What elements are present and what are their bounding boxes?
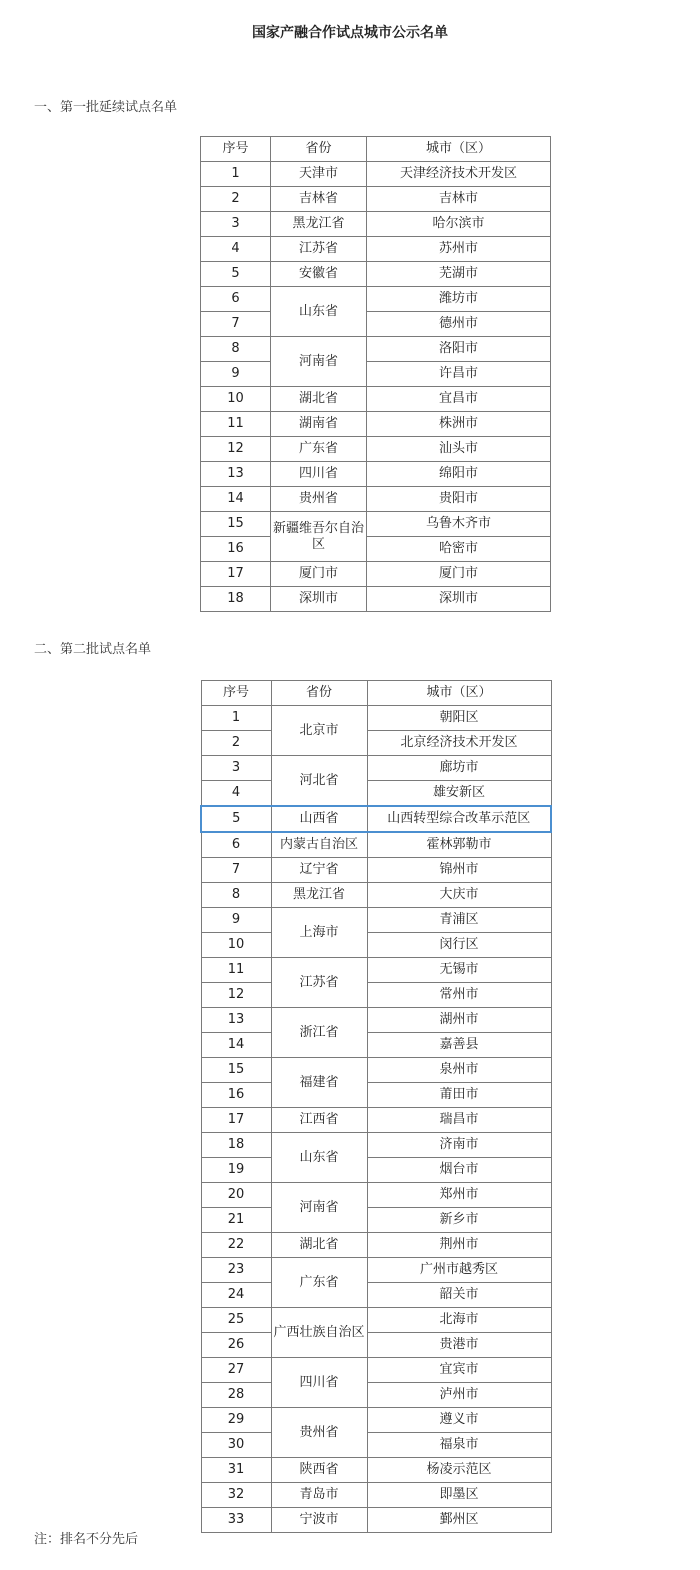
cell-no: 1 <box>201 162 271 187</box>
cell-province: 河南省 <box>271 337 367 387</box>
cell-city: 无锡市 <box>367 958 551 983</box>
cell-no: 22 <box>201 1233 271 1258</box>
header-city: 城市（区） <box>367 681 551 706</box>
cell-no: 1 <box>201 706 271 731</box>
cell-province: 河南省 <box>271 1183 367 1233</box>
cell-city: 汕头市 <box>367 437 551 462</box>
table-row <box>201 1133 551 1158</box>
cell-province: 陕西省 <box>271 1458 367 1483</box>
cell-province: 上海市 <box>271 908 367 958</box>
cell-city: 深圳市 <box>367 587 551 612</box>
table-row <box>201 337 551 362</box>
table-row <box>201 1108 551 1133</box>
cell-no: 13 <box>201 1008 271 1033</box>
table-row <box>201 756 551 781</box>
cell-province: 四川省 <box>271 462 367 487</box>
table-row <box>201 858 551 883</box>
table-row <box>201 1008 551 1033</box>
cell-province: 福建省 <box>271 1058 367 1108</box>
cell-no: 31 <box>201 1458 271 1483</box>
cell-province: 河北省 <box>271 756 367 807</box>
cell-no: 24 <box>201 1283 271 1308</box>
cell-province: 山东省 <box>271 1133 367 1183</box>
table-row <box>201 437 551 462</box>
cell-no: 19 <box>201 1158 271 1183</box>
cell-no: 27 <box>201 1358 271 1383</box>
table-row <box>201 1208 551 1233</box>
cell-province: 贵州省 <box>271 1408 367 1458</box>
cell-city: 洛阳市 <box>367 337 551 362</box>
cell-province: 湖北省 <box>271 387 367 412</box>
cell-no: 16 <box>201 1083 271 1108</box>
cell-city: 常州市 <box>367 983 551 1008</box>
batch2-table-body <box>201 706 551 1533</box>
cell-city: 天津经济技术开发区 <box>367 162 551 187</box>
table-row <box>201 1408 551 1433</box>
table-row <box>201 1283 551 1308</box>
cell-no: 12 <box>201 983 271 1008</box>
table-row <box>201 587 551 612</box>
cell-no: 9 <box>201 362 271 387</box>
cell-city: 济南市 <box>367 1133 551 1158</box>
cell-city: 大庆市 <box>367 883 551 908</box>
cell-no: 5 <box>201 806 271 832</box>
cell-city: 韶关市 <box>367 1283 551 1308</box>
cell-no: 15 <box>201 1058 271 1083</box>
page-title: 国家产融合作试点城市公示名单 <box>252 25 448 41</box>
cell-no: 3 <box>201 756 271 781</box>
cell-no: 29 <box>201 1408 271 1433</box>
cell-no: 10 <box>201 387 271 412</box>
table-row <box>201 781 551 807</box>
cell-city: 芜湖市 <box>367 262 551 287</box>
cell-no: 26 <box>201 1333 271 1358</box>
cell-no: 25 <box>201 1308 271 1333</box>
cell-province: 黑龙江省 <box>271 883 367 908</box>
cell-no: 10 <box>201 933 271 958</box>
header-no: 序号 <box>201 137 271 162</box>
cell-city: 瑞昌市 <box>367 1108 551 1133</box>
header-province: 省份 <box>271 681 367 706</box>
cell-province: 江西省 <box>271 1108 367 1133</box>
table-row <box>201 1333 551 1358</box>
cell-no: 17 <box>201 562 271 587</box>
cell-no: 23 <box>201 1258 271 1283</box>
cell-no: 33 <box>201 1508 271 1533</box>
cell-city: 遵义市 <box>367 1408 551 1433</box>
table-row <box>201 162 551 187</box>
cell-no: 32 <box>201 1483 271 1508</box>
cell-province: 四川省 <box>271 1358 367 1408</box>
cell-city: 锦州市 <box>367 858 551 883</box>
cell-city: 宜宾市 <box>367 1358 551 1383</box>
table-row <box>201 462 551 487</box>
table-row <box>201 983 551 1008</box>
cell-no: 18 <box>201 1133 271 1158</box>
cell-city: 贵港市 <box>367 1333 551 1358</box>
cell-no: 8 <box>201 337 271 362</box>
table-row <box>201 1483 551 1508</box>
cell-city: 苏州市 <box>367 237 551 262</box>
table-row <box>201 212 551 237</box>
cell-province: 广西壮族自治区 <box>271 1308 367 1358</box>
cell-city: 新乡市 <box>367 1208 551 1233</box>
cell-no: 14 <box>201 1033 271 1058</box>
table-row <box>201 312 551 337</box>
table-row <box>201 1058 551 1083</box>
cell-city: 乌鲁木齐市 <box>367 512 551 537</box>
cell-city: 广州市越秀区 <box>367 1258 551 1283</box>
cell-province: 黑龙江省 <box>271 212 367 237</box>
cell-city: 厦门市 <box>367 562 551 587</box>
cell-no: 16 <box>201 537 271 562</box>
cell-province: 吉林省 <box>271 187 367 212</box>
cell-city: 廊坊市 <box>367 756 551 781</box>
cell-city: 湖州市 <box>367 1008 551 1033</box>
cell-province: 新疆维吾尔自治区 <box>271 512 367 562</box>
cell-city: 嘉善县 <box>367 1033 551 1058</box>
table-row <box>201 362 551 387</box>
cell-province: 深圳市 <box>271 587 367 612</box>
footnote: 注：排名不分先后 <box>34 1532 139 1547</box>
cell-no: 30 <box>201 1433 271 1458</box>
batch2-table <box>200 680 552 1533</box>
cell-city: 北京经济技术开发区 <box>367 731 551 756</box>
cell-city: 闵行区 <box>367 933 551 958</box>
cell-city: 宜昌市 <box>367 387 551 412</box>
header-city: 城市（区） <box>367 137 551 162</box>
cell-province: 内蒙古自治区 <box>271 832 367 858</box>
cell-no: 2 <box>201 731 271 756</box>
cell-province: 江苏省 <box>271 958 367 1008</box>
table-row <box>201 1308 551 1333</box>
table-row <box>201 487 551 512</box>
cell-city: 德州市 <box>367 312 551 337</box>
cell-no: 18 <box>201 587 271 612</box>
table-row <box>201 1433 551 1458</box>
table-header-row <box>201 137 551 162</box>
cell-city: 哈尔滨市 <box>367 212 551 237</box>
cell-province: 湖北省 <box>271 1233 367 1258</box>
cell-city: 莆田市 <box>367 1083 551 1108</box>
cell-no: 2 <box>201 187 271 212</box>
cell-no: 15 <box>201 512 271 537</box>
table-row <box>201 933 551 958</box>
cell-no: 14 <box>201 487 271 512</box>
table-row <box>201 187 551 212</box>
table-row <box>201 1383 551 1408</box>
cell-no: 21 <box>201 1208 271 1233</box>
cell-city: 郑州市 <box>367 1183 551 1208</box>
table-row <box>201 908 551 933</box>
cell-province: 广东省 <box>271 1258 367 1308</box>
table-row <box>201 832 551 858</box>
cell-province: 安徽省 <box>271 262 367 287</box>
cell-no: 4 <box>201 781 271 807</box>
table-row <box>201 806 551 832</box>
cell-no: 11 <box>201 958 271 983</box>
table-row <box>201 1508 551 1533</box>
table-row <box>201 731 551 756</box>
cell-province: 天津市 <box>271 162 367 187</box>
cell-city: 许昌市 <box>367 362 551 387</box>
table-row <box>201 1233 551 1258</box>
cell-province: 湖南省 <box>271 412 367 437</box>
cell-province: 宁波市 <box>271 1508 367 1533</box>
cell-no: 20 <box>201 1183 271 1208</box>
cell-city: 朝阳区 <box>367 706 551 731</box>
cell-city: 北海市 <box>367 1308 551 1333</box>
cell-city: 泉州市 <box>367 1058 551 1083</box>
cell-province: 贵州省 <box>271 487 367 512</box>
table-row <box>201 1358 551 1383</box>
cell-city: 杨凌示范区 <box>367 1458 551 1483</box>
table-row <box>201 1258 551 1283</box>
table-row <box>201 958 551 983</box>
cell-city: 贵阳市 <box>367 487 551 512</box>
cell-city: 潍坊市 <box>367 287 551 312</box>
cell-province: 山西省 <box>271 806 367 832</box>
table-row <box>201 1158 551 1183</box>
batch1-table-body <box>201 162 551 612</box>
cell-city: 山西转型综合改革示范区 <box>367 806 551 832</box>
cell-no: 17 <box>201 1108 271 1133</box>
table-row <box>201 706 551 731</box>
cell-no: 11 <box>201 412 271 437</box>
cell-province: 浙江省 <box>271 1008 367 1058</box>
cell-no: 6 <box>201 287 271 312</box>
table-row <box>201 1458 551 1483</box>
cell-city: 鄞州区 <box>367 1508 551 1533</box>
cell-city: 吉林市 <box>367 187 551 212</box>
cell-city: 绵阳市 <box>367 462 551 487</box>
section-heading-batch1: 一、第一批延续试点名单 <box>34 100 178 115</box>
table-row <box>201 562 551 587</box>
cell-no: 6 <box>201 832 271 858</box>
cell-no: 28 <box>201 1383 271 1408</box>
cell-no: 4 <box>201 237 271 262</box>
cell-no: 8 <box>201 883 271 908</box>
table-row <box>201 262 551 287</box>
cell-city: 泸州市 <box>367 1383 551 1408</box>
table-row <box>201 287 551 312</box>
table-row <box>201 1033 551 1058</box>
cell-province: 广东省 <box>271 437 367 462</box>
table-header-row <box>201 681 551 706</box>
cell-province: 青岛市 <box>271 1483 367 1508</box>
cell-no: 9 <box>201 908 271 933</box>
cell-no: 13 <box>201 462 271 487</box>
header-no: 序号 <box>201 681 271 706</box>
batch1-table <box>200 136 551 612</box>
table-row <box>201 412 551 437</box>
cell-city: 霍林郭勒市 <box>367 832 551 858</box>
cell-province: 山东省 <box>271 287 367 337</box>
cell-province: 江苏省 <box>271 237 367 262</box>
cell-no: 12 <box>201 437 271 462</box>
table-row <box>201 537 551 562</box>
cell-city: 烟台市 <box>367 1158 551 1183</box>
cell-no: 7 <box>201 858 271 883</box>
cell-province: 北京市 <box>271 706 367 756</box>
header-province: 省份 <box>271 137 367 162</box>
cell-city: 即墨区 <box>367 1483 551 1508</box>
cell-province: 厦门市 <box>271 562 367 587</box>
table-row <box>201 512 551 537</box>
cell-city: 哈密市 <box>367 537 551 562</box>
table-row <box>201 883 551 908</box>
cell-province: 辽宁省 <box>271 858 367 883</box>
table-row <box>201 237 551 262</box>
cell-no: 7 <box>201 312 271 337</box>
cell-no: 3 <box>201 212 271 237</box>
table-row <box>201 387 551 412</box>
cell-city: 福泉市 <box>367 1433 551 1458</box>
cell-city: 青浦区 <box>367 908 551 933</box>
cell-city: 株洲市 <box>367 412 551 437</box>
cell-city: 荆州市 <box>367 1233 551 1258</box>
cell-city: 雄安新区 <box>367 781 551 807</box>
table-row <box>201 1083 551 1108</box>
section-heading-batch2: 二、第二批试点名单 <box>34 642 152 657</box>
table-row <box>201 1183 551 1208</box>
cell-no: 5 <box>201 262 271 287</box>
